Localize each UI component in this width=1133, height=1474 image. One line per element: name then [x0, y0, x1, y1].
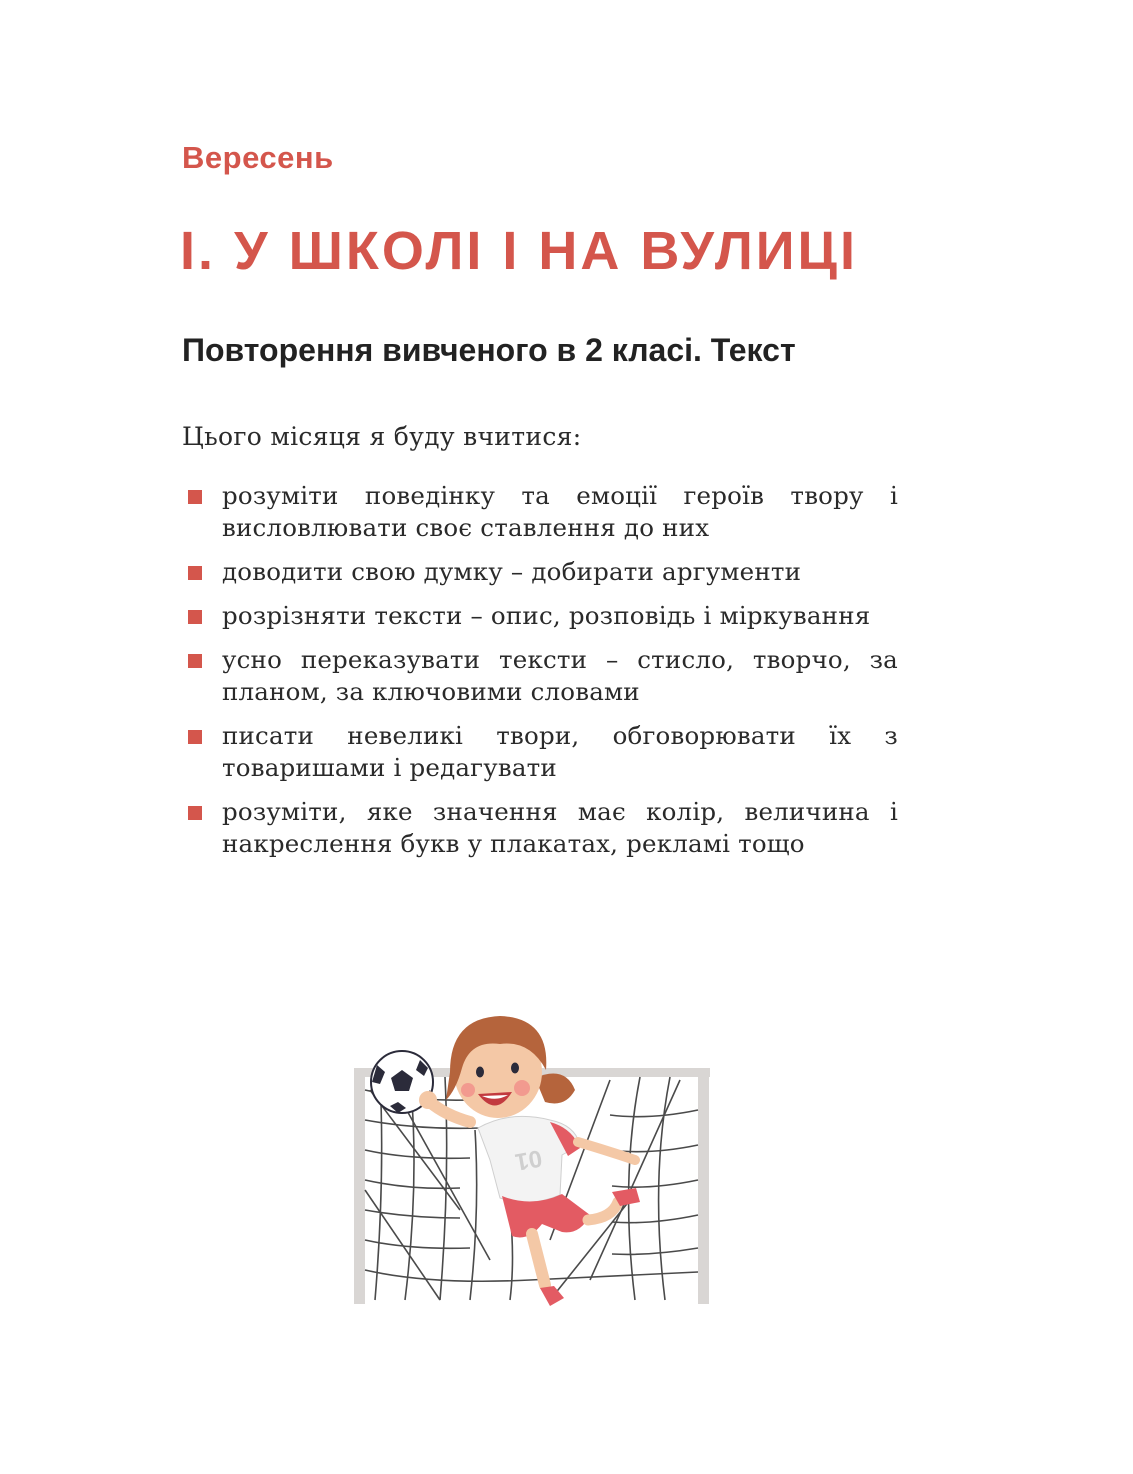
goal-item [182, 556, 898, 588]
goal-text: усно переказувати тексти – стисло, творчо, за планом, за ключовими словами [222, 645, 898, 706]
square-bullet-icon [188, 806, 202, 820]
intro-text: Цього місяця я буду вчитися: [182, 422, 582, 451]
jersey-number: 01 [513, 1144, 545, 1176]
goal-item [182, 644, 898, 708]
goal-item [182, 720, 898, 784]
goal-item [182, 796, 898, 860]
goals-list [182, 480, 898, 872]
goal-text: писати невеликі твори, обговорювати їх з товаришами і редагувати [222, 721, 898, 782]
month-heading: Вересень [182, 140, 334, 175]
lesson-title: Повторення вивченого в 2 класі. Текст [182, 332, 796, 368]
square-bullet-icon [188, 654, 202, 668]
goal-text: розрізняти тексти – опис, розповідь і міркування [222, 601, 871, 630]
square-bullet-icon [188, 566, 202, 580]
goal-text: розуміти, яке значення має колір, величина і накреслення букв у плакатах, рекламі тощо [222, 797, 898, 858]
square-bullet-icon [188, 610, 202, 624]
goal-item [182, 480, 898, 544]
goal-text: розуміти поведінку та емоції героїв твору і висловлювати своє ставлення до них [222, 481, 898, 542]
girl-goalkeeper-illustration [350, 1010, 720, 1320]
goal-item [182, 600, 898, 632]
square-bullet-icon [188, 490, 202, 504]
square-bullet-icon [188, 730, 202, 744]
goal-text: доводити свою думку – добирати аргументи [222, 557, 802, 586]
unit-title: І. У ШКОЛІ І НА ВУЛИЦІ [180, 221, 859, 281]
